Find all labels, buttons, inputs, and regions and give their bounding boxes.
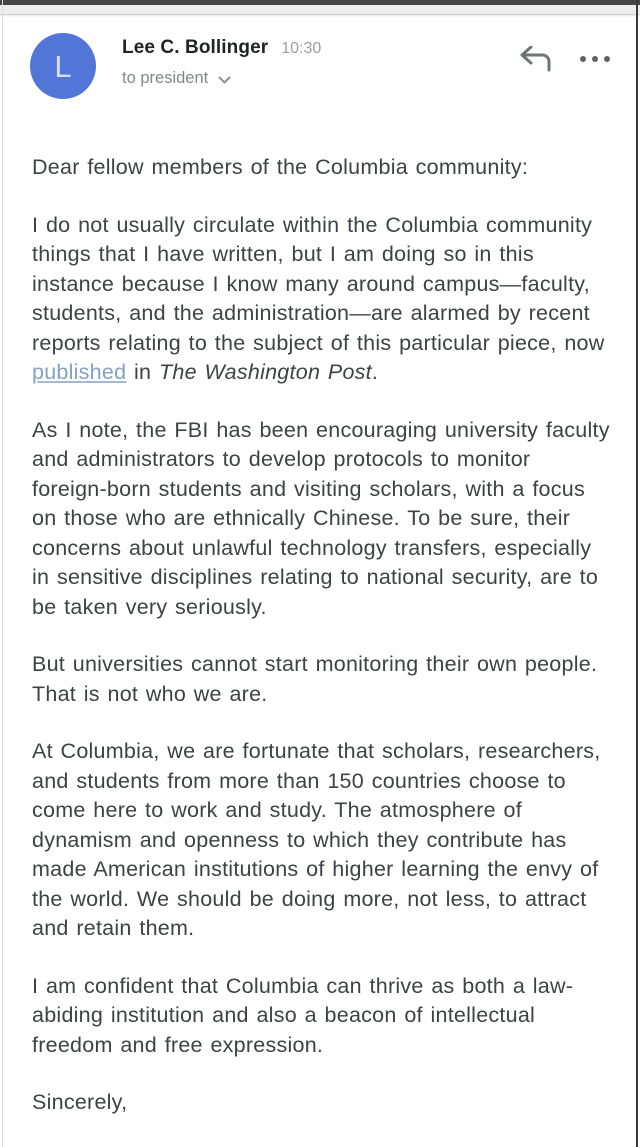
toolbar-shadow-strip <box>0 5 640 15</box>
text-segment: At Columbia, we are fortunate that scholars, researchers, and students from more than 150 countries choose to come here to work and study. The atmosphere of dynamism and openness to which they contribute has made American institutions of higher learning the envy of the world. We should be doing more, not less, to attract and retain them. <box>32 739 601 940</box>
header-actions <box>518 46 610 72</box>
body-paragraph <box>32 737 610 944</box>
body-paragraph <box>32 972 610 1061</box>
email-body <box>0 99 640 1118</box>
sender-name: Lee C. Bollinger <box>122 37 269 58</box>
left-edge-line <box>2 0 3 1147</box>
avatar-letter: L <box>54 48 72 84</box>
text-segment: Sincerely, <box>32 1090 128 1114</box>
top-edge-bar <box>0 0 640 5</box>
body-paragraph <box>32 650 610 709</box>
italic-text: The Washington Post <box>158 360 372 384</box>
more-options-button[interactable] <box>580 56 610 62</box>
text-segment: Dear fellow members of the Columbia community: <box>32 155 529 179</box>
body-paragraph <box>32 153 610 183</box>
reply-button[interactable] <box>518 46 552 72</box>
body-paragraph <box>32 416 610 623</box>
text-segment: . <box>371 360 379 384</box>
more-options-icon <box>580 56 610 62</box>
text-segment: in <box>126 360 159 384</box>
right-edge-line <box>636 0 638 1147</box>
text-segment: I do not usually circulate within the Columbia community things that I have written, but I am doing so in this instance because I know many around campus—faculty, students, and the administration—are alarmed by recent reports relating to the subject of this particular piece, now <box>32 212 605 355</box>
recipient-row[interactable] <box>122 69 231 88</box>
reply-icon <box>518 46 552 72</box>
published-link[interactable]: published <box>32 360 127 384</box>
body-paragraph <box>32 211 610 388</box>
text-segment: But universities cannot start monitoring their own people. That is not who we are. <box>32 652 598 706</box>
text-segment: I am confident that Columbia can thrive as both a law-abiding institution and also a beacon of intellectual freedom and free expression. <box>32 973 574 1057</box>
timestamp: 10:30 <box>281 40 322 57</box>
sender-block <box>122 33 518 88</box>
text-segment: As I note, the FBI has been encouraging university faculty and administrators to develop protocols to monitor foreign-born students and visiting scholars, with a focus on those who are ethnically Chinese. To be sure, their concerns about unlawful technology transfers, especially in sensitive disciplines relating to national security, are to be taken very seriously. <box>32 417 610 619</box>
avatar[interactable] <box>30 33 96 99</box>
body-paragraph <box>32 1088 610 1118</box>
chevron-down-icon[interactable] <box>218 76 231 85</box>
sender-name-row <box>122 37 518 59</box>
recipient-label: to president <box>122 69 209 87</box>
